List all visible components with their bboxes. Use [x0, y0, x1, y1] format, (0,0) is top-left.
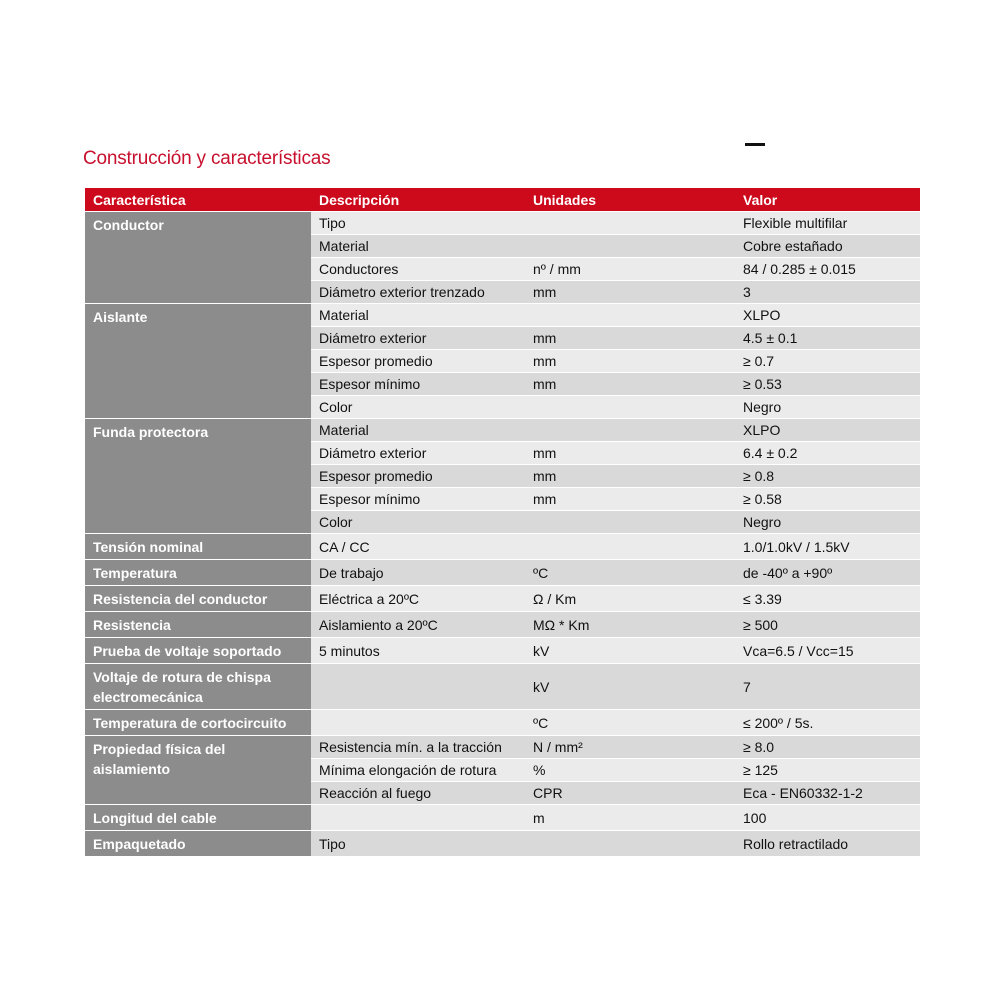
value-cell: ≥ 500 [735, 612, 920, 638]
unit-cell: mm [525, 442, 735, 465]
category-cell: Funda protectora [85, 419, 311, 534]
value-cell: 3 [735, 281, 920, 304]
unit-cell: m [525, 805, 735, 831]
description-cell: 5 minutos [311, 638, 525, 664]
unit-cell: mm [525, 373, 735, 396]
unit-cell: nº / mm [525, 258, 735, 281]
value-cell: Vca=6.5 / Vcc=15 [735, 638, 920, 664]
category-cell: Voltaje de rotura de chispa electromecánica [85, 664, 311, 710]
unit-cell: CPR [525, 782, 735, 805]
table-row [85, 534, 920, 560]
description-cell: Espesor mínimo [311, 488, 525, 511]
unit-cell [525, 419, 735, 442]
value-cell: Eca - EN60332-1-2 [735, 782, 920, 805]
unit-cell [525, 212, 735, 235]
description-cell [311, 710, 525, 736]
description-cell: Material [311, 419, 525, 442]
description-cell: CA / CC [311, 534, 525, 560]
category-cell: Resistencia [85, 612, 311, 638]
spec-table-body [85, 212, 920, 857]
unit-cell: MΩ * Km [525, 612, 735, 638]
table-row [85, 664, 920, 710]
description-cell [311, 805, 525, 831]
header-descripcion: Descripción [311, 188, 525, 212]
value-cell: ≥ 8.0 [735, 736, 920, 759]
description-cell: Tipo [311, 831, 525, 857]
unit-cell: mm [525, 488, 735, 511]
table-row [85, 736, 920, 759]
table-row [85, 560, 920, 586]
description-cell: Material [311, 304, 525, 327]
description-cell: Espesor mínimo [311, 373, 525, 396]
description-cell: Conductores [311, 258, 525, 281]
description-cell: Color [311, 511, 525, 534]
unit-cell: ºC [525, 710, 735, 736]
unit-cell: mm [525, 350, 735, 373]
unit-cell [525, 831, 735, 857]
description-cell: Diámetro exterior [311, 327, 525, 350]
unit-cell: kV [525, 638, 735, 664]
value-cell: Negro [735, 511, 920, 534]
description-cell: De trabajo [311, 560, 525, 586]
value-cell: ≤ 200º / 5s. [735, 710, 920, 736]
unit-cell [525, 235, 735, 258]
category-cell: Propiedad física del aislamiento [85, 736, 311, 805]
category-cell: Temperatura [85, 560, 311, 586]
value-cell: ≥ 0.53 [735, 373, 920, 396]
header-valor: Valor [735, 188, 920, 212]
value-cell: ≥ 0.7 [735, 350, 920, 373]
unit-cell: mm [525, 281, 735, 304]
value-cell: 84 / 0.285 ± 0.015 [735, 258, 920, 281]
category-cell: Temperatura de cortocircuito [85, 710, 311, 736]
description-cell [311, 664, 525, 710]
value-cell: Flexible multifilar [735, 212, 920, 235]
table-row [85, 710, 920, 736]
value-cell: ≤ 3.39 [735, 586, 920, 612]
spec-table [85, 188, 920, 857]
unit-cell: % [525, 759, 735, 782]
table-row [85, 212, 920, 235]
value-cell: Negro [735, 396, 920, 419]
category-cell: Tensión nominal [85, 534, 311, 560]
value-cell: 6.4 ± 0.2 [735, 442, 920, 465]
value-cell: 100 [735, 805, 920, 831]
table-row [85, 638, 920, 664]
description-cell: Color [311, 396, 525, 419]
value-cell: ≥ 0.58 [735, 488, 920, 511]
header-caracteristica: Característica [85, 188, 311, 212]
category-cell: Prueba de voltaje soportado [85, 638, 311, 664]
table-row [85, 419, 920, 442]
value-cell: ≥ 0.8 [735, 465, 920, 488]
unit-cell [525, 534, 735, 560]
table-row [85, 612, 920, 638]
page-title: Construcción y características [83, 148, 331, 169]
description-cell: Eléctrica a 20ºC [311, 586, 525, 612]
value-cell: Cobre estañado [735, 235, 920, 258]
value-cell: 1.0/1.0kV / 1.5kV [735, 534, 920, 560]
unit-cell: Ω / Km [525, 586, 735, 612]
dash-mark [745, 143, 765, 146]
value-cell: de -40º a +90º [735, 560, 920, 586]
description-cell: Espesor promedio [311, 350, 525, 373]
unit-cell: ºC [525, 560, 735, 586]
value-cell: 7 [735, 664, 920, 710]
category-cell: Empaquetado [85, 831, 311, 857]
description-cell: Tipo [311, 212, 525, 235]
category-cell: Longitud del cable [85, 805, 311, 831]
description-cell: Material [311, 235, 525, 258]
value-cell: ≥ 125 [735, 759, 920, 782]
category-cell: Aislante [85, 304, 311, 419]
table-row [85, 831, 920, 857]
unit-cell [525, 511, 735, 534]
value-cell: XLPO [735, 419, 920, 442]
unit-cell: kV [525, 664, 735, 710]
value-cell: Rollo retractilado [735, 831, 920, 857]
description-cell: Mínima elongación de rotura [311, 759, 525, 782]
description-cell: Resistencia mín. a la tracción [311, 736, 525, 759]
description-cell: Espesor promedio [311, 465, 525, 488]
table-row [85, 304, 920, 327]
value-cell: 4.5 ± 0.1 [735, 327, 920, 350]
description-cell: Diámetro exterior [311, 442, 525, 465]
unit-cell: mm [525, 465, 735, 488]
value-cell: XLPO [735, 304, 920, 327]
description-cell: Aislamiento a 20ºC [311, 612, 525, 638]
unit-cell: N / mm² [525, 736, 735, 759]
table-row [85, 586, 920, 612]
category-cell: Conductor [85, 212, 311, 304]
unit-cell [525, 396, 735, 419]
description-cell: Diámetro exterior trenzado [311, 281, 525, 304]
unit-cell: mm [525, 327, 735, 350]
table-row [85, 805, 920, 831]
header-unidades: Unidades [525, 188, 735, 212]
description-cell: Reacción al fuego [311, 782, 525, 805]
category-cell: Resistencia del conductor [85, 586, 311, 612]
unit-cell [525, 304, 735, 327]
table-header-row [85, 188, 920, 212]
